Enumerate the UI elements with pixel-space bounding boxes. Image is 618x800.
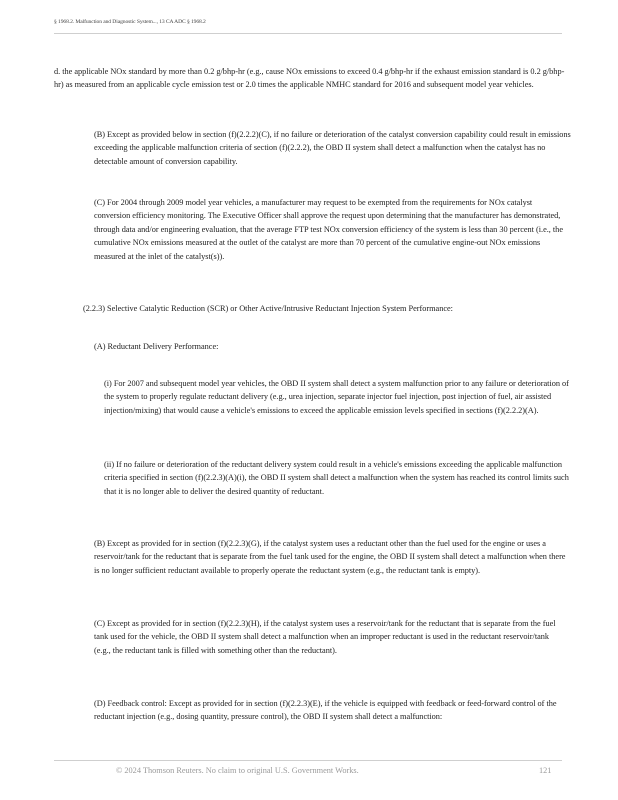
- section-heading-2-2-3: (2.2.3) Selective Catalytic Reduction (SCR) or Other Active/Intrusive Reductant Injection System Performance:: [83, 304, 453, 313]
- paragraph-c: (C) Except as provided for in section (f)(2.2.3)(H), if the catalyst system uses a reservoir/tank for the reductant that is separate from the fuel tank used for the vehicle, the OBD II system shall detect a malfunction when an improper reductant is used in the reductant reservoir/tank (e.g., the reductant tank is filled with something other than the reductant).: [94, 619, 556, 655]
- copyright-notice: © 2024 Thomson Reuters. No claim to original U.S. Government Works.: [116, 766, 359, 775]
- paragraph-b: (B) Except as provided for in section (f)(2.2.3)(G), if the catalyst system uses a reductant other than the fuel used for the engine or uses a reservoir/tank for the reductant that is separate from the fuel tank used for the engine, the OBD II system shall detect a malfunction when there is no longer sufficient reductant available to properly operate the reductant system (e.g., the reductant tank is empty).: [94, 539, 566, 575]
- paragraph-a-i: (i) For 2007 and subsequent model year vehicles, the OBD II system shall detect a system malfunction prior to any failure or deterioration of the system to properly regulate reductant delivery (e.g., urea injection, separate injector fuel injection, post injection of fuel, air assisted injection/mixing) that would cause a vehicle's emissions to exceed the applicable emission levels specified in sections (f)(2.2.2)(A).: [104, 379, 569, 415]
- paragraph-d-feedback-control: (D) Feedback control: Except as provided for in section (f)(2.2.3)(E), if the vehicle is equipped with feedback or feed-forward control of the reductant injection (e.g., dosing quantity, pressure control), the OBD II system shall detect a malfunction:: [94, 699, 557, 722]
- page-number: 121: [539, 766, 552, 775]
- paragraph-2-2-2-c: (C) For 2004 through 2009 model year vehicles, a manufacturer may request to be exempted from the requirements for NOx catalyst conversion efficiency monitoring. The Executive Officer shall approve the request upon determining that the manufacturer has demonstrated, through data and/or engineering evaluation, that the average FTP test NOx conversion efficiency of the system is less than 30 percent (i.e., the cumulative NOx emissions measured at the outlet of the catalyst are more than 70 percent of the cumulative engine-out NOx emissions measured at the inlet of the catalyst(s)).: [94, 198, 563, 261]
- paragraph-2-2-2-b: (B) Except as provided below in section (f)(2.2.2)(C), if no failure or deterioration of the catalyst conversion capability could result in emissions exceeding the applicable malfunction criteria of section (f)(2.2.2), the OBD II system shall detect a malfunction when the catalyst has no detectable amount of conversion capability.: [94, 130, 571, 166]
- paragraph-a-ii: (ii) If no failure or deterioration of the reductant delivery system could result in a vehicle's emissions exceeding the applicable malfunction criteria specified in section (f)(2.2.3)(A)(i), the OBD II system shall detect a malfunction when the system has reached its control limits such that it is no longer able to deliver the desired quantity of reductant.: [104, 460, 569, 496]
- running-head: § 1968.2. Malfunction and Diagnostic System..., 13 CA ADC § 1968.2: [54, 19, 206, 25]
- footer-divider: [54, 760, 562, 761]
- header-divider: [54, 33, 562, 34]
- subsection-heading-a: (A) Reductant Delivery Performance:: [94, 342, 219, 351]
- paragraph-d: d. the applicable NOx standard by more than 0.2 g/bhp-hr (e.g., cause NOx emissions to exceed 0.4 g/bhp-hr if the exhaust emission standard is 0.2 g/bhp-hr) as measured from an applicable cycle emission test or 2.0 times the applicable NMHC standard for 2016 and subsequent model year vehicles.: [54, 67, 565, 90]
